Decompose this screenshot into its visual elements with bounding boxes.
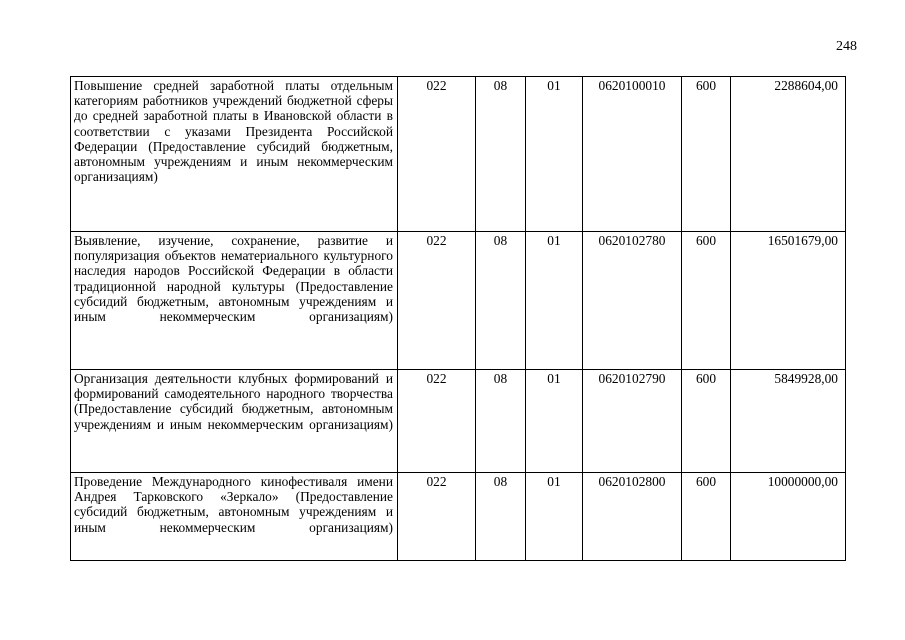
row-amount: 10000000,00 bbox=[731, 473, 846, 561]
row-target-article: 0620102790 bbox=[583, 370, 682, 473]
row-description-cell bbox=[71, 370, 398, 473]
row-ministry: 022 bbox=[398, 370, 476, 473]
row-description-cell bbox=[71, 473, 398, 561]
row-ministry: 022 bbox=[398, 77, 476, 232]
row-expense-type: 600 bbox=[682, 232, 731, 370]
row-subsection: 01 bbox=[526, 473, 583, 561]
row-description-cell bbox=[71, 77, 398, 232]
row-subsection: 01 bbox=[526, 232, 583, 370]
table-row bbox=[71, 232, 846, 370]
table-row bbox=[71, 370, 846, 473]
row-amount: 2288604,00 bbox=[731, 77, 846, 232]
row-ministry: 022 bbox=[398, 232, 476, 370]
row-target-article: 0620102780 bbox=[583, 232, 682, 370]
row-amount: 5849928,00 bbox=[731, 370, 846, 473]
row-target-article: 0620100010 bbox=[583, 77, 682, 232]
row-description-cell bbox=[71, 232, 398, 370]
row-description: Проведение Международного кинофестиваля имени Андрея Тарковского «Зеркало» (Предоставление субсидий бюджетным, автономным учреждениям и иным некоммерческим организациям) bbox=[74, 474, 393, 535]
row-section: 08 bbox=[476, 232, 526, 370]
budget-table bbox=[70, 76, 846, 561]
table-row bbox=[71, 77, 846, 232]
row-section: 08 bbox=[476, 473, 526, 561]
row-subsection: 01 bbox=[526, 370, 583, 473]
page-number: 248 bbox=[836, 39, 857, 54]
row-expense-type: 600 bbox=[682, 370, 731, 473]
row-subsection: 01 bbox=[526, 77, 583, 232]
row-expense-type: 600 bbox=[682, 473, 731, 561]
row-description: Повышение средней заработной платы отдельным категориям работников учреждений бюджетной сферы до средней заработной платы в Ивановской области в соответствии с указами Президента Российской Федерации (Предоставление субсидий бюджетным, автономным учреждениям и иным некоммерческим организациям) bbox=[74, 78, 393, 185]
row-description: Выявление, изучение, сохранение, развитие и популяризация объектов нематериального культурного наследия народов Российской Федерации в области традиционной народной культуры (Предоставление субсидий бюджетным, автономным учреждениям и иным некоммерческим организациям) bbox=[74, 233, 393, 325]
row-section: 08 bbox=[476, 77, 526, 232]
row-ministry: 022 bbox=[398, 473, 476, 561]
row-amount: 16501679,00 bbox=[731, 232, 846, 370]
row-target-article: 0620102800 bbox=[583, 473, 682, 561]
table-row bbox=[71, 473, 846, 561]
row-expense-type: 600 bbox=[682, 77, 731, 232]
row-section: 08 bbox=[476, 370, 526, 473]
row-description: Организация деятельности клубных формирований и формирований самодеятельного народного творчества (Предоставление субсидий бюджетным, автономным учреждениям и иным некоммерческим организациям) bbox=[74, 371, 393, 432]
